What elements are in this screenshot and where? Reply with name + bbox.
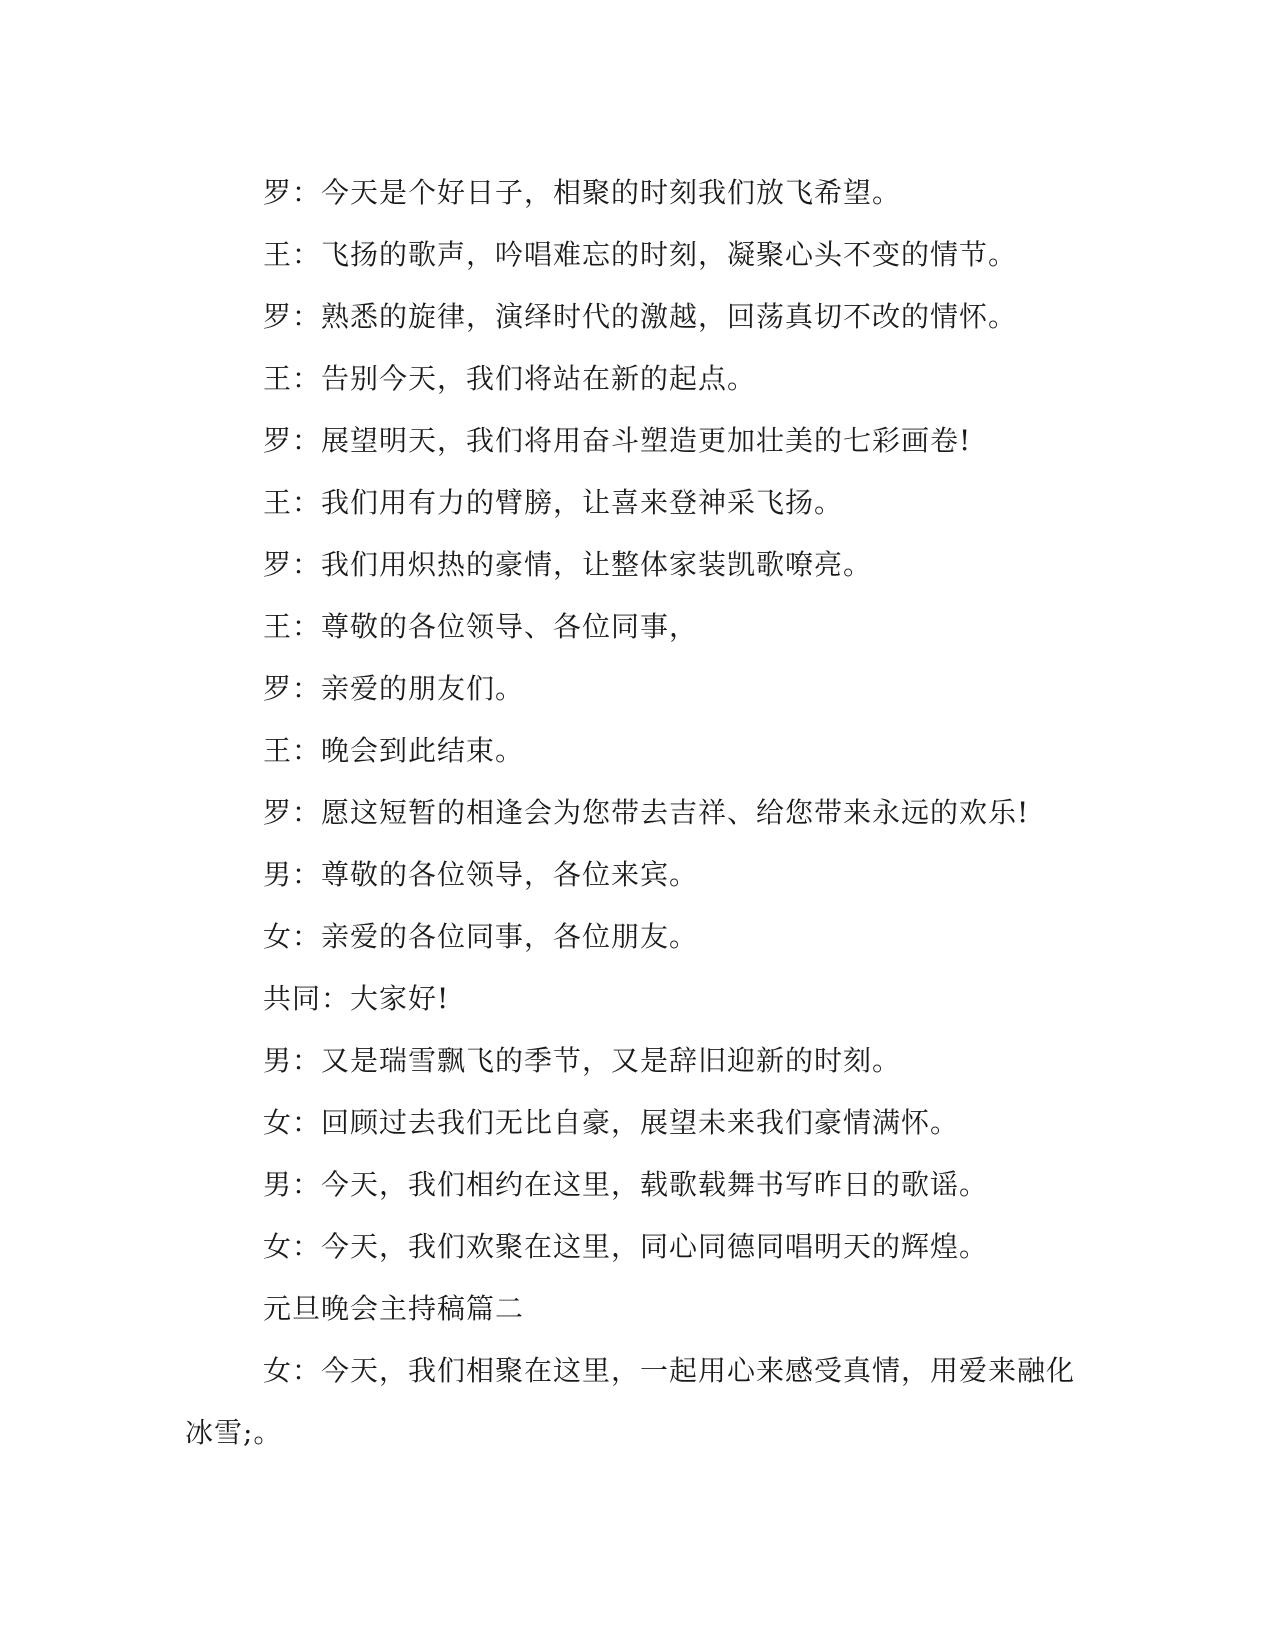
final-paragraph: 女：今天，我们相聚在这里，一起用心来感受真情，用爱来融化冰雪;。 xyxy=(185,1354,1076,1449)
script-line: 罗：愿这短暂的相逢会为您带去吉祥、给您带来永远的欢乐! xyxy=(263,796,1030,829)
document-body xyxy=(185,162,1080,1464)
script-line: 罗：展望明天，我们将用奋斗塑造更加壮美的七彩画卷! xyxy=(263,424,972,457)
script-line: 罗：今天是个好日子，相聚的时刻我们放飞希望。 xyxy=(263,176,902,209)
script-line: 女：今天，我们欢聚在这里，同心同德同唱明天的辉煌。 xyxy=(263,1230,989,1263)
script-line: 男：今天，我们相约在这里，载歌载舞书写昨日的歌谣。 xyxy=(263,1168,989,1201)
section-heading: 元旦晚会主持稿篇二 xyxy=(263,1292,525,1325)
script-line: 王：告别今天，我们将站在新的起点。 xyxy=(263,362,757,395)
script-line: 罗：亲爱的朋友们。 xyxy=(263,672,525,705)
script-line: 共同：大家好! xyxy=(263,982,450,1015)
script-line: 女：亲爱的各位同事，各位朋友。 xyxy=(263,920,699,953)
script-line: 王：尊敬的各位领导、各位同事， xyxy=(263,610,699,643)
script-line: 男：尊敬的各位领导，各位来宾。 xyxy=(263,858,699,891)
script-line: 王：我们用有力的臂膀，让喜来登神采飞扬。 xyxy=(263,486,844,519)
script-line: 王：晚会到此结束。 xyxy=(263,734,525,767)
script-line: 罗：我们用炽热的豪情，让整体家装凯歌嘹亮。 xyxy=(263,548,873,581)
script-line: 男：又是瑞雪飘飞的季节，又是辞旧迎新的时刻。 xyxy=(263,1044,902,1077)
script-line: 罗：熟悉的旋律，演绎时代的激越，回荡真切不改的情怀。 xyxy=(263,300,1018,333)
script-line: 王：飞扬的歌声，吟唱难忘的时刻，凝聚心头不变的情节。 xyxy=(263,238,1018,271)
script-line: 女：回顾过去我们无比自豪，展望未来我们豪情满怀。 xyxy=(263,1106,960,1139)
